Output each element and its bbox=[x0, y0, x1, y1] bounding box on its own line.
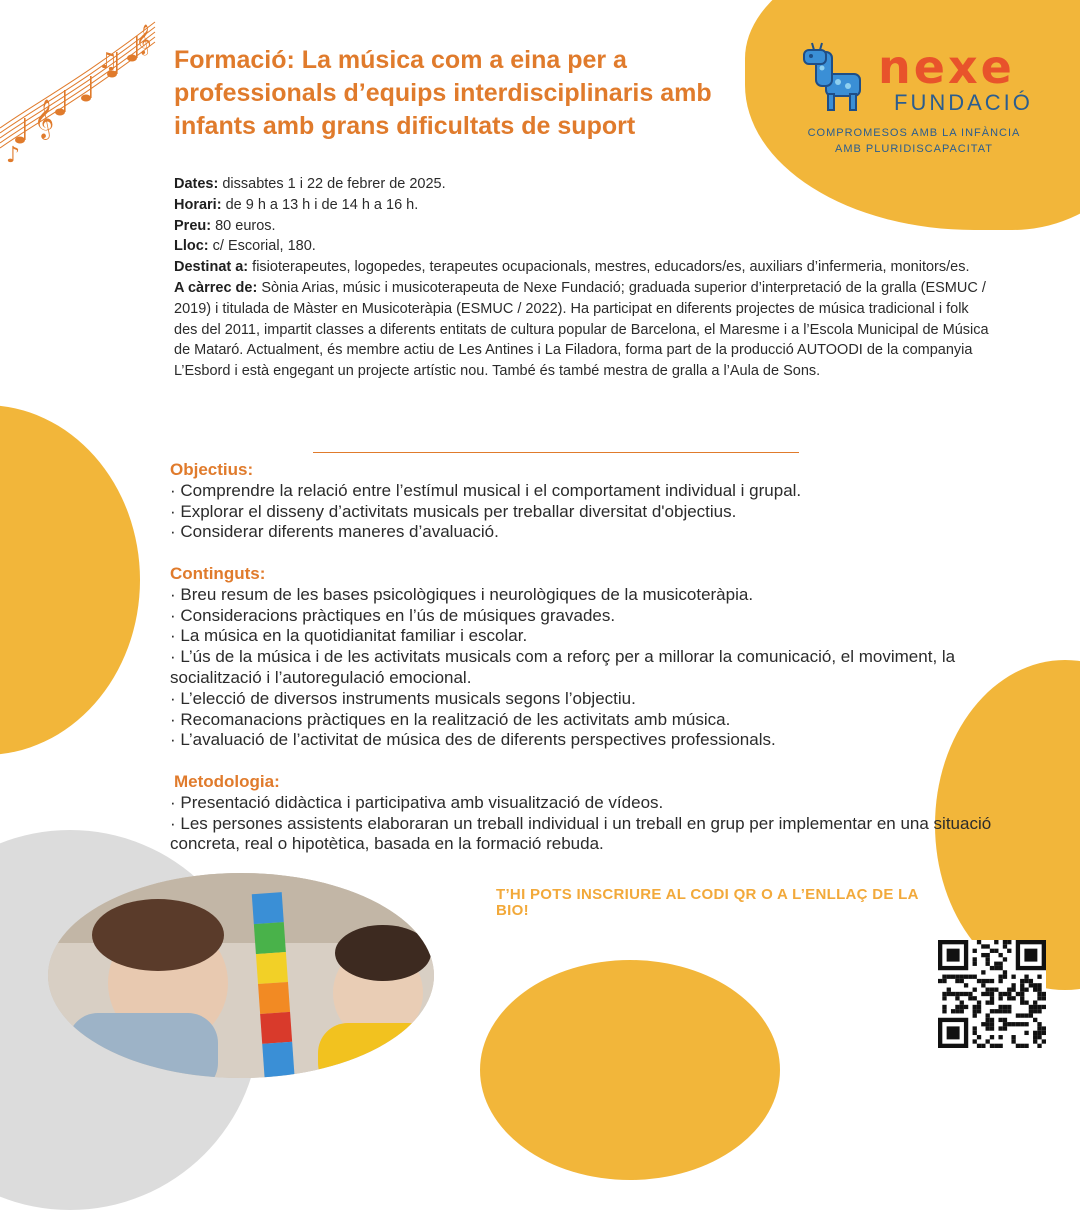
objectius-list bbox=[170, 481, 1010, 543]
detail-label: A càrrec de: bbox=[174, 279, 258, 296]
list-item: · La música en la quotidianitat familiar i escolar. bbox=[170, 626, 528, 646]
list-item: · Breu resum de les bases psicològiques i neurològiques de la musicoteràpia. bbox=[170, 584, 754, 604]
list-item: · Considerar diferents maneres d’avaluació. bbox=[170, 522, 499, 542]
detail-audience bbox=[174, 257, 994, 278]
section-title: Continguts: bbox=[170, 563, 266, 583]
list-item: · Comprendre la relació entre l’estímul musical i el comportament individual i grupal. bbox=[170, 480, 802, 500]
detail-value: c/ Escorial, 180. bbox=[208, 238, 316, 255]
detail-label: Destinat a: bbox=[174, 259, 249, 276]
section-title: Objectius: bbox=[170, 460, 254, 479]
section-metodologia bbox=[170, 772, 1010, 855]
svg-text:♫: ♫ bbox=[98, 49, 118, 74]
list-item: · Presentació didàctica i participativa amb visualització de vídeos. bbox=[170, 792, 664, 812]
section-continguts bbox=[170, 564, 1010, 751]
detail-value: fisioterapeutes, logopedes, terapeutes ocupacionals, mestres, educadors/es, auxiliars d’infermeria, monitors/es. bbox=[248, 259, 970, 276]
detail-place bbox=[174, 236, 994, 257]
logo-name: nexe bbox=[878, 40, 1015, 94]
detail-value: dissabtes 1 i 22 de febrer de 2025. bbox=[218, 176, 446, 192]
logo-tagline-line-1: COMPROMESOS AMB LA INFÀNCIA bbox=[807, 127, 1021, 139]
list-item: · L’elecció de diversos instruments musicals segons l’objectiu. bbox=[170, 688, 636, 708]
detail-dates bbox=[174, 174, 994, 195]
detail-value: de 9 h a 13 h i de 14 h a 16 h. bbox=[221, 196, 419, 213]
list-item: · Recomanacions pràctiques en la realització de les activitats amb música. bbox=[170, 709, 731, 729]
logo-tagline-line-2: AMB PLURIDISCAPACITAT bbox=[835, 143, 993, 155]
decor-blob-bottom bbox=[480, 960, 780, 1180]
detail-value: 80 euros. bbox=[211, 217, 276, 234]
list-item: · Consideracions pràctiques en l’ús de músiques gravades. bbox=[170, 605, 616, 625]
children-music-photo bbox=[48, 873, 434, 1078]
detail-label: Preu: bbox=[174, 217, 212, 234]
logo-subtitle: FUNDACIÓ bbox=[894, 90, 1033, 115]
svg-text:𝄞: 𝄞 bbox=[34, 99, 55, 139]
giraffe-logo-icon bbox=[798, 42, 870, 114]
course-details bbox=[174, 174, 994, 382]
music-notes-icon bbox=[0, 10, 165, 170]
registration-call-to-action: T’HI POTS INSCRIURE AL CODI QR O A L’ENLLAÇ DE LA BIO! bbox=[496, 886, 919, 919]
detail-teacher bbox=[174, 278, 994, 382]
continguts-list bbox=[170, 585, 1010, 751]
section-title: Metodologia: bbox=[174, 771, 280, 791]
divider bbox=[313, 452, 799, 453]
qr-code-icon[interactable] bbox=[938, 940, 1046, 1048]
section-objectius bbox=[170, 460, 1010, 543]
svg-text:♪: ♪ bbox=[6, 143, 21, 168]
detail-schedule bbox=[174, 195, 994, 216]
metodologia-list bbox=[170, 793, 1010, 855]
page-title: Formació: La música com a eina per a professionals d’equips interdisciplinaris amb infants amb grans dificultats de suport bbox=[174, 46, 712, 140]
decor-blob-left bbox=[0, 405, 140, 755]
nexe-fundacio-logo bbox=[798, 40, 1038, 170]
list-item: · Explorar el disseny d’activitats musicals per treballar diversitat d'objectius. bbox=[170, 501, 737, 521]
detail-label: Lloc: bbox=[174, 238, 209, 255]
detail-value: Sònia Arias, músic i musicoterapeuta de Nexe Fundació; graduada superior d’interpretació de la gralla (ESMUC / 2019) i titulada de Màster en Musicoteràpia (ESMUC / 2022). Ha participat en diferents projectes de música tradicional i folk des del 2011, impartit classes a diferents entitats de cultura popular de Barcelona, el Maresme i a l’Escola Municipal de Música de Mataró. Actualment, és membre actiu de Les Antines i La Filadora, forma part de la producció AUTOODI de la companyia L’Esbord i està engegant un projecte artístic nou. També és també mestra de gralla a l’Aula de Sons. bbox=[174, 279, 989, 380]
list-item: · L’avaluació de l’activitat de música des de diferents perspectives professionals. bbox=[170, 730, 776, 750]
detail-label: Dates: bbox=[174, 176, 219, 192]
course-sections bbox=[170, 460, 1010, 876]
detail-price bbox=[174, 216, 994, 237]
svg-text:𝄞: 𝄞 bbox=[136, 25, 152, 55]
list-item: · L’ús de la música i de les activitats musicals com a reforç per a millorar la comunicació, el moviment, la socialització i l’autoregulació emocional. bbox=[170, 647, 956, 687]
list-item: · Les persones assistents elaboraran un treball individual i un treball en grup per implementar en una situació concreta, real o hipotètica, basada en la formació rebuda. bbox=[170, 813, 992, 854]
detail-label: Horari: bbox=[174, 196, 222, 213]
logo-tagline bbox=[798, 125, 1030, 157]
photo-illustration bbox=[48, 873, 434, 1078]
